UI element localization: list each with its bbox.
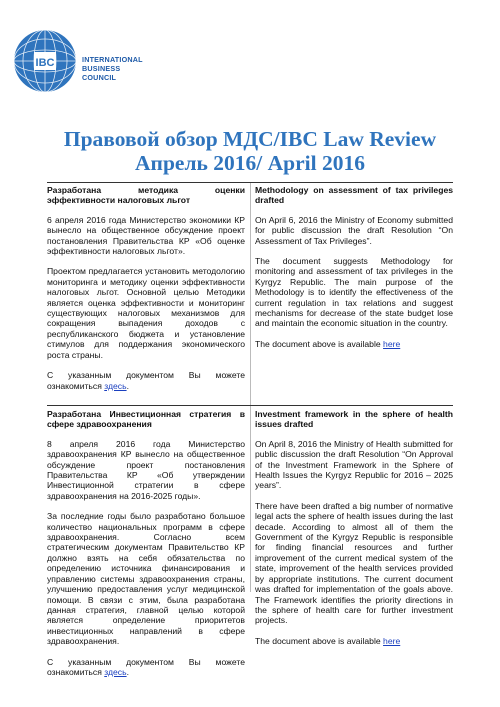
column-divider: [250, 182, 251, 592]
org-name-line2: BUSINESS: [82, 64, 121, 73]
section2-en-heading: Investment framework in the sphere of health issues drafted: [255, 409, 453, 430]
section1-ru-heading: Разработана методика оценки эффективности налоговых льгот: [47, 185, 245, 206]
section1-ru-link[interactable]: здесь: [104, 380, 127, 391]
section1-ru-paragraph1: 6 апреля 2016 года Министерство экономики КР вынесло на общественное обсуждение проект постановления Правительства КР «Об оценке эффективности налоговых льгот».: [47, 214, 245, 257]
section2-en-link[interactable]: here: [383, 635, 401, 646]
section2-en-paragraph1: On April 8, 2016 the Ministry of Health submitted for public discussion the draft Resolution “On Approval of the Investment Framework in the Sphere of Health Issues the Kyrgyz Republic for 2016 – 2025 years”.: [255, 438, 453, 491]
section2-ru-paragraph1: 8 апреля 2016 года Министерство здравоохранения КР вынесло на общественное обсуждение проект постановления Правительства КР «Об утверждении Инвестиционной стратегии в сфере здравоохранения на 2016-2025 годы».: [47, 438, 245, 501]
section1-en-paragraph1: On April 6, 2016 the Ministry of Economy submitted for public discussion the draft Resolution “On Assessment of Tax Privileges”.: [255, 214, 453, 246]
section1-ru-availability-text: С указанным документом Вы можете ознакомиться: [47, 370, 245, 391]
section1-ru-availability: С указанным документом Вы можете ознакомиться здесь.: [47, 370, 245, 391]
section1-en-availability: [255, 339, 453, 349]
section1-en-heading: Methodology on assessment of tax privileges drafted: [255, 185, 453, 206]
section1-ru-column: [47, 185, 245, 391]
section1-top-rule: [47, 182, 453, 183]
section2-ru-availability-text: С указанным документом Вы можете ознакомиться: [47, 656, 245, 677]
section2-en-column: [255, 409, 453, 646]
page-title-line2: Апрель 2016/ April 2016: [135, 151, 365, 175]
section2-top-rule: [47, 405, 453, 406]
section1-ru-paragraph2: Проектом предлагается установить методологию мониторинга и методику оценки эффективности налоговых льгот. Основной целью Методики является оценка эффективности и мониторинг существующих налоговых механизмов для сокращения выпадения доходов с республиканского бюджета и установление стимулов для поддержания экономического роста страны.: [47, 266, 245, 360]
section2-ru-availability: С указанным документом Вы можете ознакомиться здесь.: [47, 656, 245, 677]
section2-en-availability-text: The document above is available: [255, 635, 381, 646]
section1-en-link[interactable]: here: [383, 338, 401, 349]
org-name-line3: COUNCIL: [82, 73, 117, 82]
section2-ru-column: [47, 409, 245, 677]
section2-en-availability: [255, 636, 453, 646]
section1-en-paragraph2: The document suggests Methodology for monitoring and assessment of tax privileges in the Kyrgyz Republic. The main purpose of the Methodology is to identify the effectiveness of the current regulation in tax relations and suggest mechanisms for decrease of the state budget lose and maintain the economic situation in the country.: [255, 256, 453, 329]
section2-ru-link[interactable]: здесь: [104, 666, 127, 677]
org-name: [82, 55, 143, 82]
ibc-logo-icon: [12, 28, 78, 94]
section2-ru-paragraph2: За последние годы было разработано большое количество национальных программ в сфере здравоохранения. Согласно всем стратегическим документам Правительство КР должно взять на себя обязательства по определению источника финансирования и управлению системы здравоохранения страны, улучшению предоставления услуг медицинской помощи. В связи с этим, была разработана данная стратегия, главной целью которой является определение приоритетов инвестиционных направлений в сфере здравоохранения.: [47, 511, 245, 647]
section2-ru-heading: Разработана Инвестиционная стратегия в сфере здравоохранения: [47, 409, 245, 430]
section1-en-column: [255, 185, 453, 349]
org-name-line1: INTERNATIONAL: [82, 55, 143, 64]
section2-en-paragraph2: There have been drafted a big number of normative legal acts the sphere of health issues during the last decade. According to almost all of them the Government of the Kyrgyz Republic is responsible for finding financial resources and further improvement of the current medical system of the state, improvement of the health services provided by appropriate institutions. The current document was drafted for implementation of the goals above. The Framework identifies the priority directions in the sphere of health care for further investment projects.: [255, 500, 453, 626]
logo-letters: IBC: [35, 57, 55, 69]
section1-en-availability-text: The document above is available: [255, 338, 381, 349]
page-title-line1: Правовой обзор МДС/IBC Law Review: [63, 127, 437, 151]
